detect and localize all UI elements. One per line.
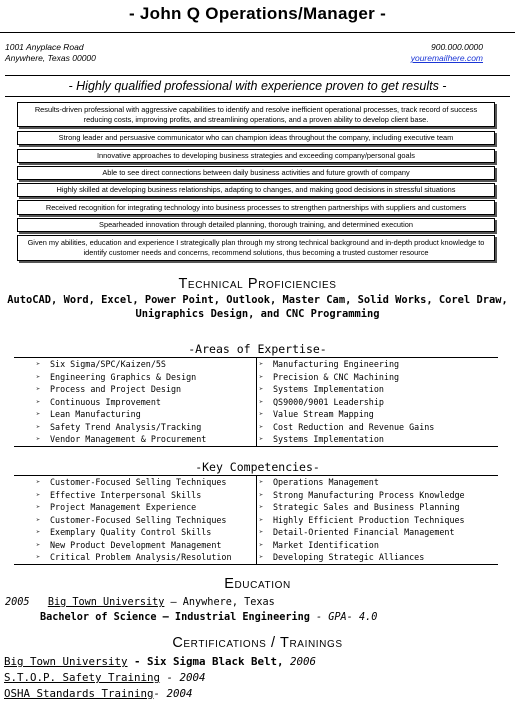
competency-item-label: Critical Problem Analysis/Resolution — [50, 552, 232, 563]
arrow-bullet-icon: ➢ — [259, 528, 264, 537]
header-divider — [0, 32, 515, 33]
expertise-item-label: QS9000/9001 Leadership — [273, 396, 384, 407]
certification-org: OSHA Standards Training — [4, 687, 154, 700]
expertise-item-label: Six Sigma/SPC/Kaizen/5S — [50, 359, 166, 370]
technical-heading-text: Technical Proficiencies — [178, 276, 337, 292]
arrow-bullet-icon: ➢ — [259, 553, 264, 562]
expertise-heading: -Areas of Expertise- — [188, 342, 327, 356]
expertise-item — [14, 433, 256, 446]
certifications-heading — [0, 635, 515, 651]
arrow-bullet-icon: ➢ — [36, 540, 41, 549]
education-degree-line — [40, 612, 377, 623]
education-school: Big Town University — [47, 597, 165, 608]
expertise-item-label: Manufacturing Engineering — [273, 359, 400, 370]
arrow-bullet-icon: ➢ — [259, 540, 264, 549]
competency-item-label: Strong Manufacturing Process Knowledge — [273, 489, 465, 500]
expertise-item — [256, 408, 498, 421]
certification-org: Big Town University — [4, 655, 128, 668]
summary-box: Received recognition for integrating technology into business processes to strengthen partnerships with suppliers and customers — [17, 200, 495, 215]
arrow-bullet-icon: ➢ — [36, 503, 41, 512]
competencies-table — [14, 475, 498, 565]
competency-item — [14, 526, 256, 539]
competency-item-label: Project Management Experience — [50, 502, 197, 513]
expertise-item-label: Cost Reduction and Revenue Gains — [273, 421, 435, 432]
competency-item — [256, 476, 498, 489]
competency-item — [14, 476, 256, 489]
expertise-item — [256, 371, 498, 384]
expertise-item — [14, 408, 256, 421]
expertise-item — [256, 358, 498, 371]
certification-item — [4, 687, 193, 700]
arrow-bullet-icon: ➢ — [259, 397, 264, 406]
competency-item-label: New Product Development Management — [50, 539, 222, 550]
technical-line-1: AutoCAD, Word, Excel, Power Point, Outlook, Master Cam, Solid Works, Corel Draw, — [7, 294, 508, 306]
expertise-item — [256, 396, 498, 409]
competency-item — [14, 489, 256, 502]
arrow-bullet-icon: ➢ — [259, 490, 264, 499]
phone-number: 900.000.0000 — [431, 42, 483, 52]
competency-item — [256, 489, 498, 502]
competency-item-label: Strategic Sales and Business Planning — [273, 502, 460, 513]
arrow-bullet-icon: ➢ — [259, 478, 264, 487]
competency-item-label: Operations Management — [273, 477, 379, 488]
education-gpa: - GPA- 4.0 — [309, 612, 378, 623]
expertise-item-label: Vendor Management & Procurement — [50, 434, 207, 445]
competency-item-label: Customer-Focused Selling Techniques — [50, 477, 227, 488]
competency-item-label: Exemplary Quality Control Skills — [50, 527, 212, 538]
certifications-heading-text: Certifications / Trainings — [172, 635, 343, 651]
expertise-item-label: Process and Project Design — [50, 384, 182, 395]
certification-year: - 2004 — [160, 671, 206, 684]
expertise-item-label: Continuous Improvement — [50, 396, 161, 407]
technical-line-2: Unigraphics Design, and CNC Programming — [135, 308, 380, 320]
technical-heading — [0, 276, 515, 292]
summary-box: Strong leader and persuasive communicator who can champion ideas throughout the company, including executive team — [17, 131, 495, 145]
tagline-rule-top — [5, 75, 510, 76]
competency-item — [256, 526, 498, 539]
arrow-bullet-icon: ➢ — [259, 435, 264, 444]
competencies-heading: -Key Competencies- — [195, 460, 320, 474]
arrow-bullet-icon: ➢ — [36, 478, 41, 487]
expertise-item-label: Systems Implementation — [273, 434, 384, 445]
arrow-bullet-icon: ➢ — [36, 385, 41, 394]
expertise-item — [14, 383, 256, 396]
education-heading — [0, 576, 515, 592]
arrow-bullet-icon: ➢ — [36, 553, 41, 562]
arrow-bullet-icon: ➢ — [36, 410, 41, 419]
tagline: - Highly qualified professional with experience proven to get results - — [68, 79, 447, 93]
competency-item — [14, 514, 256, 527]
contact-block — [411, 42, 483, 64]
competency-item-label: Customer-Focused Selling Techniques — [50, 514, 227, 525]
expertise-item-label: Systems Implementation — [273, 384, 384, 395]
competency-item — [256, 501, 498, 514]
education-location: – Anywhere, Texas — [164, 597, 275, 608]
expertise-item — [256, 433, 498, 446]
arrow-bullet-icon: ➢ — [36, 435, 41, 444]
arrow-bullet-icon: ➢ — [259, 503, 264, 512]
expertise-item-label: Value Stream Mapping — [273, 409, 374, 420]
certification-org: S.T.O.P. Safety Training — [4, 671, 161, 684]
competency-item — [256, 514, 498, 527]
certification-year: - 2004 — [153, 687, 193, 700]
tagline-rule-bottom — [5, 96, 510, 97]
certification-item — [4, 655, 316, 668]
arrow-bullet-icon: ➢ — [36, 360, 41, 369]
expertise-item-label: Engineering Graphics & Design — [50, 371, 197, 382]
summary-box: Able to see direct connections between daily business activities and future growth of company — [17, 166, 495, 180]
arrow-bullet-icon: ➢ — [259, 372, 264, 381]
arrow-bullet-icon: ➢ — [36, 528, 41, 537]
competency-item-label: Developing Strategic Alliances — [273, 552, 425, 563]
expertise-item — [256, 421, 498, 434]
arrow-bullet-icon: ➢ — [36, 372, 41, 381]
competency-item-label: Effective Interpersonal Skills — [50, 489, 202, 500]
competency-item-label: Detail-Oriented Financial Management — [273, 527, 455, 538]
expertise-item — [14, 421, 256, 434]
competency-item — [256, 539, 498, 552]
competency-item — [256, 551, 498, 564]
summary-box: Highly skilled at developing business relationships, adapting to changes, and making good decisions in stressful situations — [17, 183, 495, 197]
education-degree: Bachelor of Science – Industrial Engineering — [40, 612, 310, 623]
expertise-table — [14, 357, 498, 447]
education-heading-text: Education — [224, 576, 291, 592]
certification-detail: - Six Sigma Black Belt, — [127, 655, 284, 668]
competency-item — [14, 539, 256, 552]
competency-item-label: Highly Efficient Production Techniques — [273, 514, 465, 525]
expertise-item — [14, 396, 256, 409]
expertise-item — [256, 383, 498, 396]
education-year: 2005 — [5, 597, 30, 608]
address-block — [5, 42, 96, 64]
certification-year: 2006 — [283, 655, 317, 668]
arrow-bullet-icon: ➢ — [259, 410, 264, 419]
arrow-bullet-icon: ➢ — [259, 422, 264, 431]
expertise-item-label: Precision & CNC Machining — [273, 371, 400, 382]
summary-box: Results-driven professional with aggressive capabilities to identify and resolve inefficient operational processes, track record of success reducing costs, improving profits, and streamlining operations, and a proven ability to develop client base. — [17, 102, 495, 127]
expertise-item-label: Lean Manufacturing — [50, 409, 141, 420]
summary-box: Given my abilities, education and experience I strategically plan through my strong technical background and in-depth product knowledge to identify customer needs and concerns, recommend solutions, thus becoming a trusted customer resource — [17, 235, 495, 261]
competency-item-label: Market Identification — [273, 539, 379, 550]
email-link[interactable]: youremailhere.com — [410, 53, 483, 63]
competency-item — [14, 501, 256, 514]
arrow-bullet-icon: ➢ — [36, 422, 41, 431]
resume-title: - John Q Operations/Manager - — [128, 4, 387, 23]
address-line-2: Anywhere, Texas 00000 — [5, 53, 96, 63]
arrow-bullet-icon: ➢ — [36, 397, 41, 406]
arrow-bullet-icon: ➢ — [36, 515, 41, 524]
arrow-bullet-icon: ➢ — [36, 490, 41, 499]
summary-box: Spearheaded innovation through detailed planning, thorough training, and determined execution — [17, 218, 495, 232]
certification-item — [4, 671, 206, 684]
competency-item — [14, 551, 256, 564]
summary-box: Innovative approaches to developing business strategies and exceeding company/personal goals — [17, 149, 495, 163]
expertise-item — [14, 358, 256, 371]
arrow-bullet-icon: ➢ — [259, 360, 264, 369]
arrow-bullet-icon: ➢ — [259, 385, 264, 394]
address-line-1: 1001 Anyplace Road — [5, 42, 84, 52]
arrow-bullet-icon: ➢ — [259, 515, 264, 524]
expertise-item — [14, 371, 256, 384]
expertise-item-label: Safety Trend Analysis/Tracking — [50, 421, 202, 432]
education-school-line — [5, 597, 275, 608]
